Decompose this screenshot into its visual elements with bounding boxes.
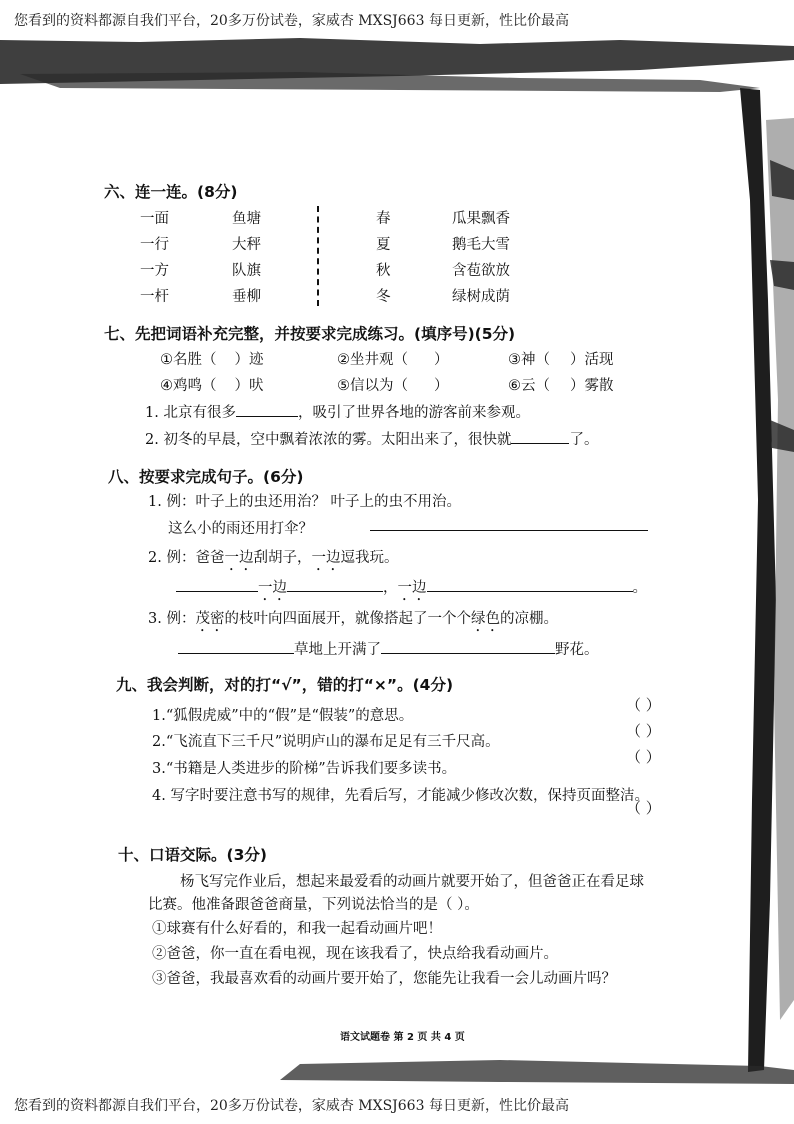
- s10-option-3: ③爸爸，我最喜欢看的动画片要开始了，您能先让我看一会儿动画片吗？: [152, 971, 616, 987]
- match-left-b-2: 大秤: [232, 237, 261, 253]
- match-right-b-3: 含苞欲放: [452, 263, 510, 279]
- section-6-title: 六、连一连。(8分): [104, 183, 238, 201]
- s8-q3-blank-1[interactable]: [178, 639, 294, 654]
- judge-item-4: 4. 写字时要注意书写的规律，先看后写，才能减少修改次数，保持页面整洁。: [152, 788, 649, 804]
- s7-q1-blank[interactable]: [236, 402, 298, 417]
- s7-question-2: 2. 初冬的早晨，空中飘着浓浓的雾。太阳出来了，很快就 了。: [145, 428, 598, 449]
- idiom-item-2[interactable]: ②坐井观（ ）: [337, 352, 449, 368]
- judge-item-3: 3.“书籍是人类进步的阶梯”告诉我们要多读书。: [152, 761, 457, 777]
- s8-q2-example: 2. 例：爸爸一边刮胡子，一边逗我玩。: [148, 550, 399, 566]
- judge-answer-3[interactable]: （ ）: [626, 748, 661, 766]
- s8-q1-prompt: 这么小的雨还用打伞？: [168, 521, 313, 537]
- match-right-b-4: 绿树成荫: [452, 289, 510, 305]
- match-left-a-1: 一面: [140, 211, 169, 227]
- s8-q3-blank-2[interactable]: [381, 639, 555, 654]
- idiom-item-6[interactable]: ⑥云（ ）雾散: [508, 378, 614, 394]
- s10-paragraph-line-1: 杨飞写完作业后，想起来最爱看的动画片就要开始了，但爸爸正在看足球: [180, 874, 644, 890]
- match-right-a-2: 夏: [376, 237, 391, 253]
- match-left-a-3: 一方: [140, 263, 169, 279]
- match-left-b-4: 垂柳: [232, 289, 261, 305]
- match-left-a-4: 一杆: [140, 289, 169, 305]
- page-footer: 语文试题卷 第 2 页 共 4 页: [340, 1032, 465, 1043]
- match-left-b-1: 鱼塘: [232, 211, 261, 227]
- s8-q2-blank-1[interactable]: [176, 577, 258, 592]
- idiom-item-1[interactable]: ①名胜（ ）迹: [160, 352, 264, 368]
- s10-option-1: ①球赛有什么好看的，和我一起看动画片吧！: [152, 921, 442, 937]
- match-right-a-3: 秋: [376, 263, 391, 279]
- s10-paragraph-line-2: 比赛。他准备跟爸爸商量，下列说法恰当的是（ ）。: [148, 897, 479, 913]
- match-right-a-1: 春: [376, 211, 391, 227]
- section-7-title: 七、先把词语补充完整，并按要求完成练习。(填序号)(5分): [104, 325, 516, 343]
- s8-q1-answer-line[interactable]: [370, 530, 648, 531]
- match-left-a-2: 一行: [140, 237, 169, 253]
- watermark-banner-bottom: 您看到的资料都源自我们平台，20多万份试卷，家威杏 MXSJ663 每日更新，性比价最高: [14, 1098, 569, 1114]
- s8-q2-answer: 一边 ，一边 。: [176, 576, 647, 604]
- s7-question-1: 1. 北京有很多 ，吸引了世界各地的游客前来参观。: [145, 401, 530, 422]
- s8-q2-blank-3[interactable]: [427, 577, 633, 592]
- judge-answer-2[interactable]: （ ）: [626, 722, 661, 740]
- s10-option-2: ②爸爸，你一直在看电视，现在该我看了，快点给我看动画片。: [152, 946, 558, 962]
- match-right-b-2: 鹅毛大雪: [452, 237, 510, 253]
- match-left-b-3: 队旗: [232, 263, 261, 279]
- idiom-item-3[interactable]: ③神（ ）活现: [508, 352, 614, 368]
- s7-q2-blank[interactable]: [511, 429, 569, 444]
- idiom-item-4[interactable]: ④鸡鸣（ ）吠: [160, 378, 264, 394]
- section-10-title: 十、口语交际。(3分): [118, 846, 267, 864]
- match-divider: [317, 206, 319, 306]
- match-right-a-4: 冬: [376, 289, 391, 305]
- judge-answer-1[interactable]: （ ）: [626, 696, 661, 714]
- judge-answer-4[interactable]: （ ）: [626, 799, 661, 817]
- judge-item-2: 2.“飞流直下三千尺”说明庐山的瀑布足足有三千尺高。: [152, 734, 500, 750]
- s8-q2-blank-2[interactable]: [287, 577, 383, 592]
- judge-item-1: 1.“狐假虎威”中的“假”是“假装”的意思。: [152, 708, 414, 724]
- s8-q3-answer: 草地上开满了 野花。: [178, 638, 599, 659]
- match-right-b-1: 瓜果飘香: [452, 211, 510, 227]
- section-9-title: 九、我会判断，对的打“√”，错的打“×”。(4分): [116, 676, 454, 694]
- section-8-title: 八、按要求完成句子。(6分): [108, 468, 304, 486]
- s8-q3-example: 3. 例：茂密的枝叶向四面展开，就像搭起了一个个绿色的凉棚。: [148, 611, 558, 627]
- watermark-banner-top: 您看到的资料都源自我们平台，20多万份试卷，家威杏 MXSJ663 每日更新，性比价最高: [14, 13, 569, 29]
- s8-q1-example: 1. 例：叶子上的虫还用治？ 叶子上的虫不用治。: [148, 494, 462, 510]
- idiom-item-5[interactable]: ⑤信以为（ ）: [337, 378, 449, 394]
